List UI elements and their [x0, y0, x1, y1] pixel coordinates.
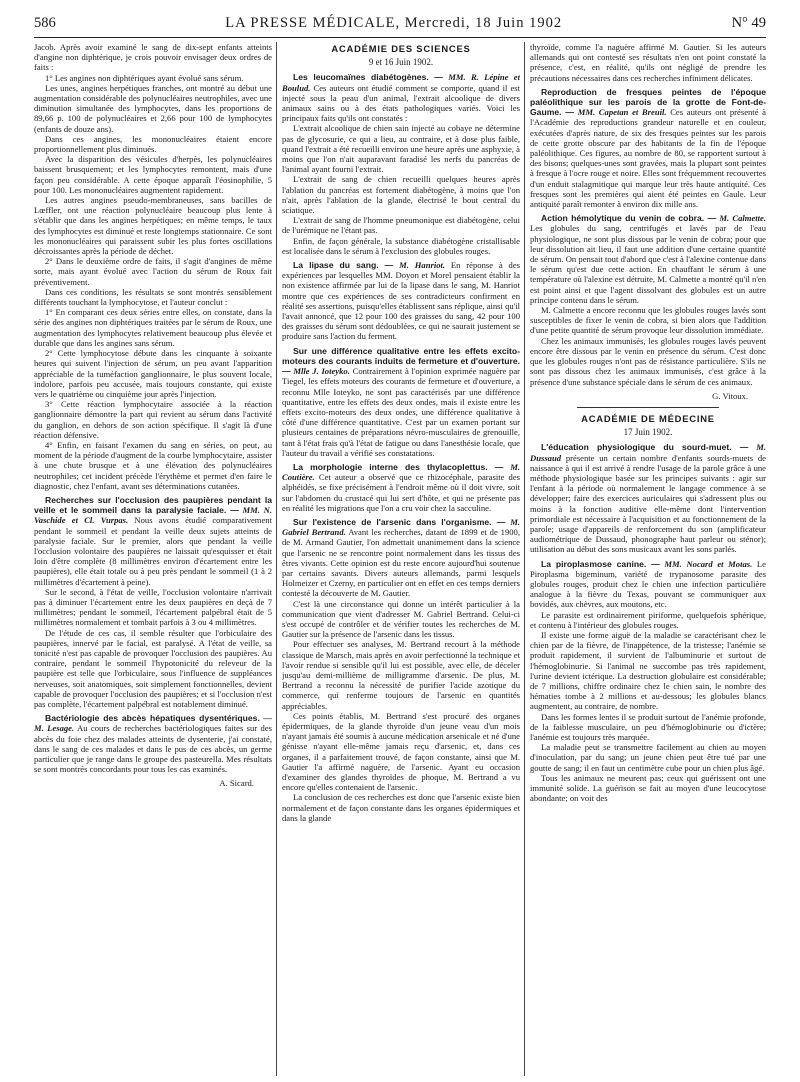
article-title: Sur une différence qualitative entre les effets excito-moteurs des courants induits de fermeture et d'ouverture. — [282, 345, 520, 377]
article-text: Les globules du sang, centrifugés et lavés par de l'eau physiologique, ne sont plus dissous par le venin de cobra; pour que leur dissolution ait lieu, il faut une addition d'une certaine quantité de sérum. On pensait tout d'abord que c'est à l'alexine contenue dans le sérum qu'est due cette action. En chauffant le sérum à une température où l'alexine est détruite, M. Calmette a montré qu'il n'en est point ainsi et que l'agent dissolvant des globules est un autre principe contenu dans le sérum. [530, 223, 766, 305]
paragraph: Pour effectuer ses analyses, M. Bertrand recourt à la méthode classique de Marsch, mais après en avoir perfectionné la technique et l'avoir rendue si sensible qu'il lui est possible, avec elle, de déceler jusqu'au demi-millième de milligramme d'arsenic. De plus, M. Bertrand a reconnu la nécessité de purifier l'acide azotique du commerce, qui renferme toujours de l'arsenic en quantités appréciables. [282, 639, 520, 711]
running-title: LA PRESSE MÉDICALE, Mercredi, 18 Juin 1902 [225, 14, 563, 31]
paragraph: Avec la disparition des vésicules d'herpès, les polynucléaires baissent brusquement; et les lymphocytes remontent, mais d'une façon peu considérable. A cette époque apparaît l'éosinophilie, 5 pour 100. Les mononucléaires augmentent rapidement. [34, 154, 272, 195]
article-lead [282, 260, 520, 342]
section-heading: ACADÉMIE DE MÉDECINE [581, 412, 715, 424]
paragraph: thyroïde, comme l'a naguère affirmé M. Gautier. Si les auteurs allemands qui ont contesté ses résultats n'en ont point constaté la présence, c'est, en réalité, qu'ils ont négligé de prendre les précautions nécessaires dans ces recherches infiniment délicates. [530, 42, 766, 83]
article-author: Mlle J. Ioteyko. [293, 366, 350, 377]
section-heading: ACADÉMIE DES SCIENCES [331, 43, 471, 54]
column-divider [276, 42, 277, 1076]
section-divider [577, 407, 719, 408]
paragraph: Les unes, angines herpétiques franches, ont montré au début une augmentation considérable des polynucléaires neutrophiles, avec une diminution simultanée des lymphocytes, dans les proportions de 89,66 p. 100 de polynucléaires et 2,66 pour 100 de lymphocytes (enfants de douze ans). [34, 82, 272, 134]
paragraph: La conclusion de ces recherches est donc que l'arsenic existe bien normalement et de façon constante dans les organes épidermiques et dans la glande [282, 792, 520, 823]
column-middle [282, 42, 520, 1078]
paragraph: Dans les formes lentes il se produit surtout de l'anémie profonde, de la faiblesse musculaire, un peu d'hémoglobinurie ou d'ictère; l'anémie est toujours très marquée. [530, 711, 766, 742]
article-text: En réponse à des expériences par lesquelles MM. Doyon et Morel pensaient établir la non existence affirmée par lui de la lipase dans le sang, M. Hanriot montre que ces expériences de ses contradicteurs confirment en réalité ses assertions, puisqu'elles établissent sans réplique, ainsi qu'il l'avait annoncé, que 12 pour 100 des graisses du sang, 42 pour 100 des graisses du sérum sont dédoublées, ce qui ne saurait justement se produire sans l'action du ferment. [282, 260, 520, 342]
article-lead [282, 462, 520, 513]
article-title: Action hémolytique du venin de cobra. — [541, 213, 717, 224]
paragraph: Il existe une forme aiguë de la maladie se caractérisant chez le chien par de la fièvre, de l'inappétence, de la tristesse; l'anémie se produit rapidement, il survient de l'albuminurie et surtout de l'hémoglobinurie. Si l'animal ne succombe pas très rapidement, l'urine devient ictérique. La destruction globulaire est considérable; de 7 millions, chiffre ordinaire chez le chien sain, le nombre des hématies tombe à 2 millions et au-dessous; les globules blancs augmentent, au contraire, de nombre. [530, 629, 766, 712]
paragraph: 4° Enfin, en faisant l'examen du sang en séries, on peut, au moment de la période d'augment de la courbe lymphocytaire, assister à une chute brusque et à une élévation des polynucléaires neutrophiles; cet incident précède l'érythème et permet d'en faire le diagnostic, chez l'enfant, avant ses déterminations cutanées. [34, 439, 272, 491]
signature: G. Vitoux. [712, 390, 748, 401]
page-number: 586 [34, 14, 56, 31]
article-lead [530, 213, 766, 305]
paragraph: La maladie peut se transmettre facilement au chien au moyen d'inoculation, par du sang; un jeune chien peut être tué par une goutte de sang; il en faut un centimètre cube pour un chien plus âgé. [530, 742, 766, 773]
paragraph: M. Calmette a encore reconnu que les globules rouges lavés sont susceptibles de fixer le venin de cobra, si bien alors que l'addition d'une petite quantité de sérum provoque leur dissolution immédiate. [530, 305, 766, 336]
article-text: Cet auteur a observé que ce rhizocéphale, parasite des alphéidés, se fixe précisément à l'endroit même où il doit vivre, soit sur l'abdomen du crustacé qui lui sert d'hôte, et qui ne présente pas en réalité les migrations que l'on a cru voir chez la sacculine. [282, 472, 520, 513]
article-author: — M. Lesage. [34, 713, 272, 734]
article-title: Reproduction de fresques peintes de l'époque paléolithique sur les parois de la grotte de Font-de-Gaume. — [530, 86, 766, 118]
article-text: Ces auteurs ont étudié comment se comporte, quand il est injecté sous la peau d'un animal, l'extrait alcoolique de divers animaux sains ou à des états pathologiques variés. Voici les principaux faits qu'ils ont constatés : [282, 82, 520, 124]
column-left [34, 42, 272, 1078]
article-lead [530, 87, 766, 209]
article-author: MM. R. Lépine et Boulud. [282, 72, 520, 93]
article-author: M. Hanriot. [399, 260, 446, 271]
page-header [34, 10, 766, 36]
article-text: Contrairement à l'opinion exprimée naguère par Tiegel, les effets moteurs des courants de fermeture et d'ouverture, a reconnu Mlle Ioteyko, ne sont pas caractérisés par une différence quantitative, entre les effets des deux ondes, mais il existe entre les effets excito-moteurs des deux ondes, une différence qualitative à côté d'une différence quantitative. C'est par un examen portant sur plusieurs centaines de préparations névro-musculaires de grenouille, tant à l'état frais qu'à l'état de fatigue ou dans l'anesthésie locale, que l'auteur du travail a vérifié ses constatations. [282, 366, 520, 458]
paragraph: 3° Cette réaction lymphocytaire associée à la réaction ganglionnaire démontre la part qui revient au sérum dans l'activité du ganglion, en dehors de son action spécifique. Il s'agit là d'une réaction défensive. [34, 399, 272, 440]
paragraph: Chez les animaux immunisés, les globules rouges lavés peuvent encore être dissous par le venin en présence du sérum. C'est donc que les globules rouges n'ont pas de résistance particulière. S'ils ne sont pas dissous chez les animaux immunisés, c'est grâce à la présence d'une substance spéciale dans le sérum de ces animaux. [530, 335, 766, 387]
article-title: Les leucomaïnes diabétogènes. — [293, 72, 443, 83]
paragraph: 1° En comparant ces deux séries entre elles, on constate, dans la série des angines non diphtériques traitées par le sérum de Roux, une augmentation des lymphocytes relativement beaucoup plus élevée et durable que dans les angines sans sérum. [34, 307, 272, 348]
article-author: M. Gabriel Bertrand. [282, 516, 520, 538]
article-lead [34, 495, 272, 587]
article-author: MM. Capetan et Breuil. [577, 107, 667, 118]
article-title: La lipase du sang. — [293, 260, 394, 271]
article-lead [34, 713, 272, 774]
article-text: Nous avons étudié comparativement pendant le sommeil et pendant la veille deux sujets atteints de paralysie faciale. Sur le premier, alors que pendant la veille l'occlusion volontaire des paupières ne laissait qu'esquisser et était loin d'être complète (8 millimètres environ d'écartement entre les paupières), elle était totale ou à peu près pendant le sommeil (1 à 2 millimètres d'écartement à peine). [34, 515, 272, 587]
column-divider [524, 42, 525, 1076]
paragraph: Les autres angines pseudo-membraneuses, sans bacilles de Lœffler, ont une réaction polynucléaire beaucoup plus lente à s'établir que dans les angines herpétiques; en même temps, le taux des lymphocytes est diminué et reste longtemps stationnaire. Ce sont les mononucléaires qui paraissent subir les plus fortes oscillations décroissantes après la période de déchet. [34, 195, 272, 257]
paragraph: C'est là une circonstance qui donne un intérêt particulier à la communication que vient d'adresser M. Gabriel Bertrand. Celui-ci s'est occupé de contrôler et de vérifier toutes les recherches de M. Gautier sur la présence de l'arsenic dans les tissus. [282, 598, 520, 640]
paragraph: L'extrait de sang de chien recueilli quelques heures après l'ablation du pancréas est fortement diabétogène, à moins que l'on n'ait, après l'ablation de la glande, électrisé le bout central du sciatique. [282, 174, 520, 216]
paragraph: De l'étude de ces cas, il semble résulter que l'orbiculaire des paupières, innervé par le facial, est paralysé. A l'état de veille, sa tonicité n'est pas capable de provoquer l'occlusion des paupières. Au contraire, pendant le sommeil l'hypotonicité du releveur de la paupière est telle que l'orbiculaire, sous l'influence de suppléances nerveuses, soit anatomiques, soit simplement fonctionnelles, devient capable de provoquer l'occlusion des paupières; et si l'occlusion n'est pas complète, l'écartement palpébral est notablement diminué. [34, 627, 272, 709]
paragraph: L'extrait alcoolique de chien sain injecté au cobaye ne détermine pas de glycosurie, ce qui a lieu, au contraire, et à dose plus faible, quand l'extrait a été recueilli environ une heure après une asphyxie, à moins que l'on n'ait auparavant faradisé les nerfs du pancréas de l'animal ayant fourni l'extrait. [282, 123, 520, 175]
paragraph: Dans ces angines, les mononucléaires étaient encore proportionnellement plus diminués. [34, 133, 272, 155]
article-lead [530, 442, 766, 554]
article-title: L'éducation physiologique du sourd-muet. — [541, 442, 749, 453]
paragraph: 1° Les angines non diphtériques ayant évolué sans sérum. [45, 72, 244, 83]
article-title: La piroplasmose canine. — [541, 558, 660, 569]
article-text: présente un certain nombre d'enfants sourds-muets de naissance à qui il est arrivé à rendre l'usage de la parole grâce à une méthode physiologique basée sur les principes suivants : agir sur l'enfant à la période où normalement le langage commence à se développer; faire des exercices auriculaires qui s'adressent plus ou moins à la fonction auditive elle-même dont l'intervention primordiale est nécessaire à l'acquisition et au fonctionnement de la parole; usage d'appareils de renforcement du son (amplificateur audiométrique de Dussaud, phonographe haut parleur ou sténor); utilisation au début des sons musicaux avant les sons parlés. [530, 452, 766, 555]
article-lead [282, 517, 520, 599]
paragraph: Le parasite est ordinairement piriforme, quelquefois sphérique, et contenu à l'intérieur des globules rouges. [530, 609, 766, 630]
article-text: Au cours de recherches bactériologiques faites sur des abcès du foie chez des malades atteints de dysenterie, j'ai constaté, dans le sang de ces malades et dans le pus de ces abcès, un germe particulier que je range dans le groupe des pasteurella. Mes résultats se sont montrés concordants pour tous les cas examinés. [34, 723, 272, 775]
paragraph: Sur le second, à l'état de veille, l'occlusion volontaire n'arrivait pas à diminuer l'écartement entre les deux paupières en deçà de 7 millimètres; pendant le sommeil, l'écartement palpébral était de 5 millimètres normalement et tombait parfois à 3 ou 4 millimètres. [34, 586, 272, 628]
paragraph: 2° Dans le deuxième ordre de faits, il s'agit d'angines de même sorte, mais ayant évolué avec l'action du sérum de Roux fait préventivement. [34, 256, 272, 287]
paragraph: 2° Cette lymphocytose débute dans les cinquante à soixante heures qui suivent l'injection de sérum, un peu avant l'apparition appréciable de la tuméfaction ganglionnaire, le plus souvent locale, indolore, parfois peu accusée, mais toujours constante, qui existe vers le quatrième ou cinquième jour après l'injection. [34, 348, 272, 399]
article-author: MM. Nocard et Motas. [664, 558, 753, 569]
paragraph: Enfin, de façon générale, la substance diabétogène cristallisable est localisée dans le sérum à l'exclusion des globules rouges. [282, 235, 520, 256]
paragraph: Jacob. Après avoir examiné le sang de dix-sept enfants atteints d'angine non diphtérique, je crois pouvoir envisager deux ordres de faits : [34, 42, 272, 73]
article-title: Sur l'existence de l'arsenic dans l'organisme. — [293, 516, 506, 527]
paragraph: Ces points établis, M. Bertrand s'est procuré des organes épidermiques, de la glande thyroïde d'un jeune veau d'un mois n'ayant jamais été soumis à aucune médication arsenicale et né d'une génisse n'ayant elle-même jamais reçu d'arsenic, et, dans ces organes, il a parfaitement trouvé, de façon constante, ainsi que M. Gautier l'a affirmé naguère, de l'arsenic. Ayant eu occasion d'examiner des glandes thyroïdes de phoque, M. Bertrand a vu encore qu'elles contenaient de l'arsenic. [282, 710, 520, 793]
article-text: Avant les recherches, datant de 1899 et de 1900, de M. Armand Gautier, l'on admettait unanimement dans la science que l'arsenic ne se rencontre point normalement dans les tissus des êtres vivants. Cette opinion est du reste encore aujourd'hui soutenue par certains savants. Divers auteurs allemands, parmi lesquels Holmeizer et Czerny, en particulier ont en effet en ces temps derniers contesté la découverte de M. Gautier. [282, 527, 520, 599]
article-author: M. Dussaud [530, 442, 766, 463]
article-text: Ces auteurs ont présenté à l'Académie des reproductions grandeur naturelle et en couleur, exécutées d'après nature, de six des fresques peintes sur les parois de cette grotte obscure par des habitants de la fin de l'époque paléolithique. Ces figures, au nombre de 80, se rapportent surtout à des bisons; quelques-unes sont gravées, mais la plupart sont peintes à fresque à l'ocre rouge et noire. Elles sont fréquemment recouvertes d'un enduit stalagmitique qui marque leur très haute antiquité. Ces fresques sont les premières qui aient été peintes en Gaule. Leur antiquité paraît remonter à environ dix mille ans. [530, 107, 766, 210]
article-lead [282, 72, 520, 123]
article-author: MM. N. Vaschide et Cl. Vurpas. [34, 505, 272, 526]
signature: A. Sicard. [219, 778, 254, 789]
section-date: 9 et 16 Juin 1902. [368, 57, 434, 68]
article-lead [530, 559, 766, 610]
article-title: Bactériologie des abcès hépatiques dysentériques. [45, 713, 260, 724]
section-date: 17 Juin 1902. [623, 427, 673, 438]
article-author: M. Coutière. [282, 461, 520, 483]
paragraph: Dans ces conditions, les résultats se sont montrés sensiblement différents touchant la lymphocytose, et l'auteur conclut : [34, 286, 272, 308]
article-title: Recherches sur l'occlusion des paupières pendant la veille et le sommeil dans la paralysie faciale. — [34, 494, 272, 516]
paragraph: L'extrait de sang de l'homme pneumonique est diabétogène, celui de l'urémique ne l'étant pas. [282, 215, 520, 236]
issue-number: N° 49 [731, 14, 766, 31]
article-title: La morphologie interne des thylacoplettus. — [293, 461, 504, 472]
header-rule [34, 37, 766, 38]
column-right [530, 42, 766, 1078]
paragraph: Tous les animaux ne meurent pas; ceux qui guérissent ont une immunité solide. La guérison se fait au moyen d'une leucocytose abondante; on voit des [530, 772, 766, 804]
article-author: M. Calmette. [719, 213, 766, 224]
article-lead [282, 346, 520, 458]
article-text: Le Piroplasma bigeminum, variété de trypanosome parasite des globules rouges, produit chez le chien une infection particulière analogue à la fièvre du Texas, pouvant se communiquer aux bovidés, aux chèvres, aux moutons, etc. [530, 558, 766, 610]
